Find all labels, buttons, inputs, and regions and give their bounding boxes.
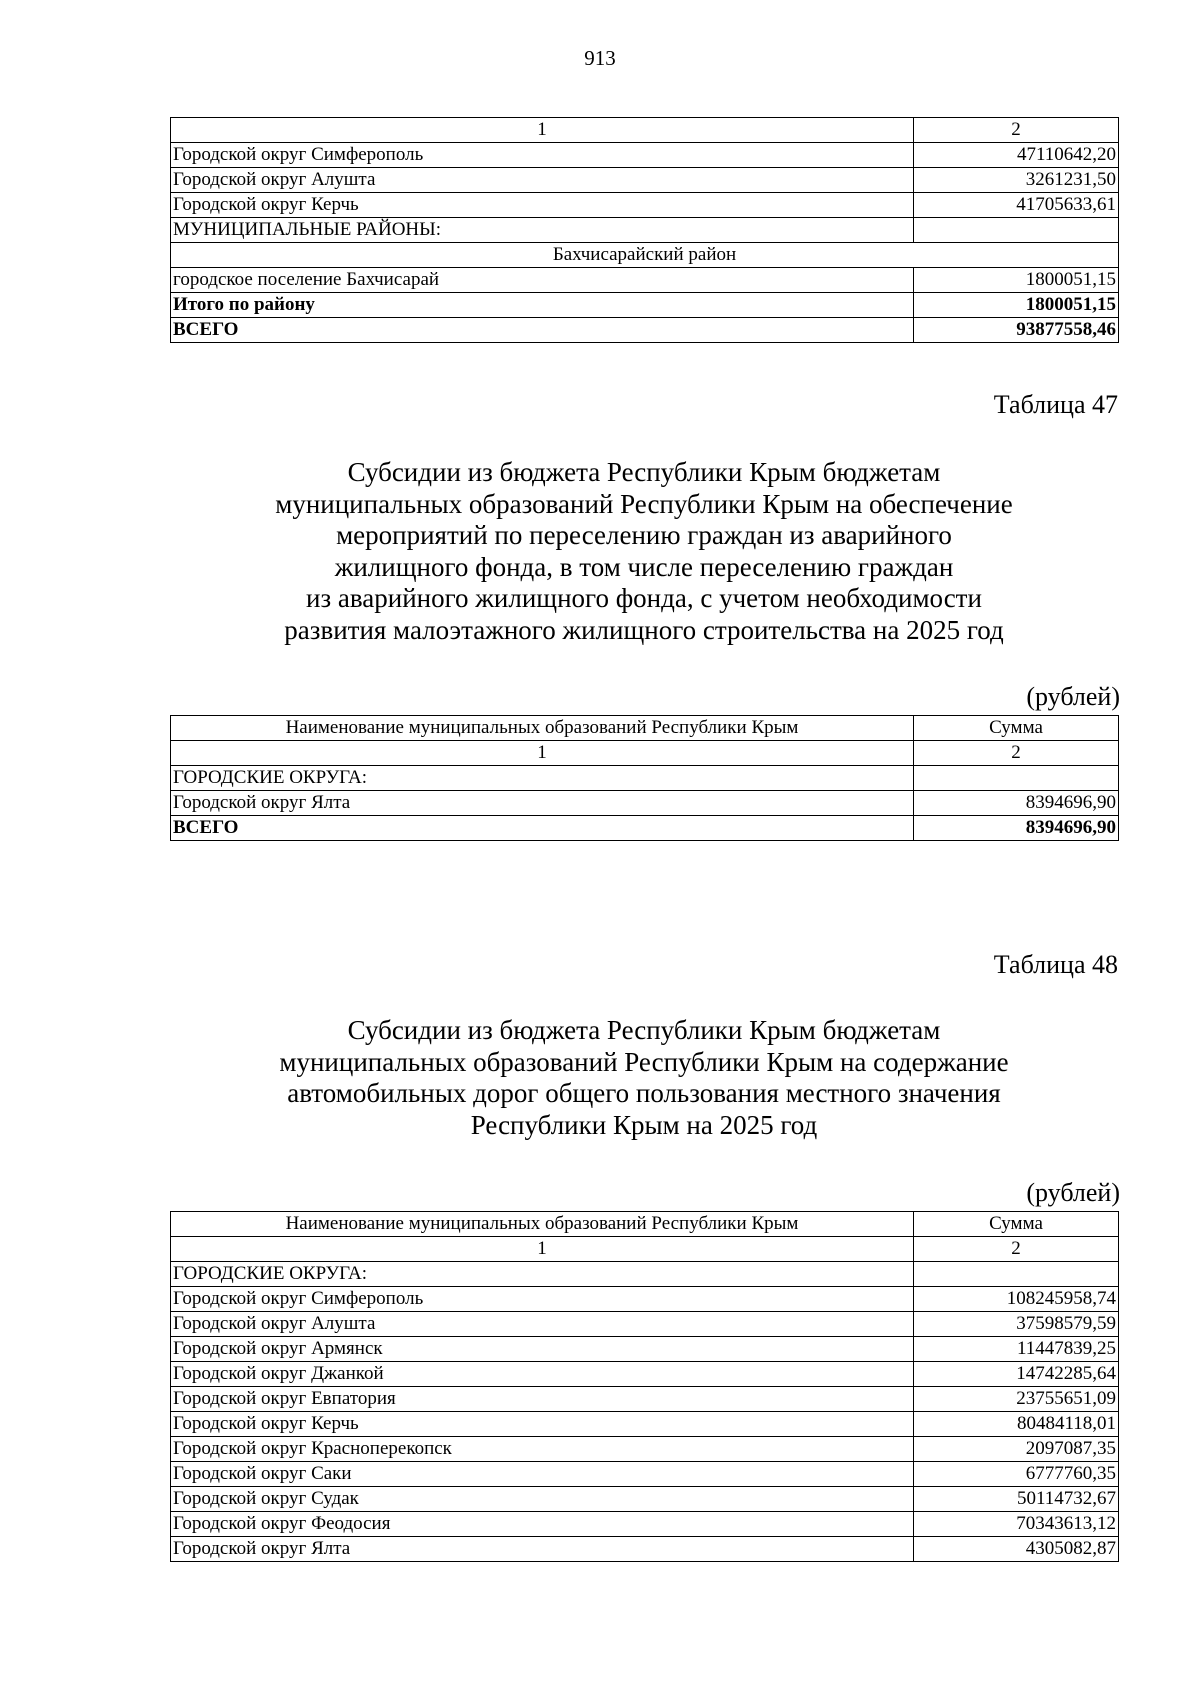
column-header-name: Наименование муниципальных образований Республики Крым bbox=[171, 716, 914, 741]
table-48 bbox=[170, 1211, 1119, 1562]
grand-total-value: 8394696,90 bbox=[914, 816, 1119, 841]
table-row bbox=[171, 1337, 1119, 1362]
row-name: Городской округ Евпатория bbox=[171, 1387, 914, 1412]
table-row bbox=[171, 168, 1119, 193]
row-value: 2097087,35 bbox=[914, 1437, 1119, 1462]
row-name: Городской округ Джанкой bbox=[171, 1362, 914, 1387]
row-name: Городской округ Керчь bbox=[171, 193, 914, 218]
title-line: развития малоэтажного жилищного строительства на 2025 год bbox=[284, 614, 1004, 645]
row-value: 23755651,09 bbox=[914, 1387, 1119, 1412]
table-row bbox=[171, 791, 1119, 816]
header-numbers-row bbox=[171, 741, 1119, 766]
row-value: 1800051,15 bbox=[914, 268, 1119, 293]
title-line: мероприятий по переселению граждан из аварийного bbox=[336, 520, 952, 550]
row-value: 11447839,25 bbox=[914, 1337, 1119, 1362]
table-row bbox=[171, 1287, 1119, 1312]
row-name: Городской округ Керчь bbox=[171, 1412, 914, 1437]
row-name: Городской округ Алушта bbox=[171, 1312, 914, 1337]
row-name: Городской округ Саки bbox=[171, 1462, 914, 1487]
grand-total-label: ВСЕГО bbox=[171, 318, 914, 343]
column-number-1: 1 bbox=[171, 1237, 914, 1262]
row-name: Городской округ Ялта bbox=[171, 1537, 914, 1562]
row-name: Городской округ Феодосия bbox=[171, 1512, 914, 1537]
grand-total-row bbox=[171, 816, 1119, 841]
column-header-name: Наименование муниципальных образований Республики Крым bbox=[171, 1212, 914, 1237]
table-prev bbox=[170, 117, 1119, 343]
title-line: Субсидии из бюджета Республики Крым бюджетам bbox=[347, 1015, 941, 1045]
empty-cell bbox=[914, 766, 1119, 791]
header-row bbox=[171, 1212, 1119, 1237]
row-name: Городской округ Армянск bbox=[171, 1337, 914, 1362]
row-value: 14742285,64 bbox=[914, 1362, 1119, 1387]
row-name: Городской округ Красноперекопск bbox=[171, 1437, 914, 1462]
column-number-1: 1 bbox=[171, 741, 914, 766]
table-48-unit: (рублей) bbox=[1026, 1178, 1120, 1207]
table-row bbox=[171, 1412, 1119, 1437]
district-total-value: 1800051,15 bbox=[914, 293, 1119, 318]
column-header-sum: Сумма bbox=[914, 716, 1119, 741]
column-number-2: 2 bbox=[914, 741, 1119, 766]
table-row bbox=[171, 143, 1119, 168]
row-value: 6777760,35 bbox=[914, 1462, 1119, 1487]
district-total-label: Итого по району bbox=[171, 293, 914, 318]
grand-total-row bbox=[171, 318, 1119, 343]
row-value: 47110642,20 bbox=[914, 143, 1119, 168]
column-number-1: 1 bbox=[171, 118, 914, 143]
row-name: Городской округ Алушта bbox=[171, 168, 914, 193]
title-line: Республики Крым на 2025 год bbox=[470, 1109, 818, 1140]
title-line: Субсидии из бюджета Республики Крым бюджетам bbox=[347, 457, 941, 487]
page-number: 913 bbox=[584, 46, 616, 70]
table-47-unit: (рублей) bbox=[1026, 682, 1120, 711]
section-label: ГОРОДСКИЕ ОКРУГА: bbox=[171, 1262, 914, 1287]
column-header-sum: Сумма bbox=[914, 1212, 1119, 1237]
table-row bbox=[171, 1437, 1119, 1462]
section-label: МУНИЦИПАЛЬНЫЕ РАЙОНЫ: bbox=[171, 218, 914, 243]
row-name: Городской округ Судак bbox=[171, 1487, 914, 1512]
empty-cell bbox=[914, 1262, 1119, 1287]
table-47 bbox=[170, 715, 1119, 841]
title-line: автомобильных дорог общего пользования местного значения bbox=[287, 1078, 1001, 1108]
title-line: муниципальных образований Республики Крым на содержание bbox=[279, 1046, 1009, 1077]
title-line: жилищного фонда, в том числе переселению граждан bbox=[334, 551, 954, 582]
row-name: Городской округ Ялта bbox=[171, 791, 914, 816]
district-heading-row bbox=[171, 243, 1119, 268]
column-number-2: 2 bbox=[914, 118, 1119, 143]
section-label: ГОРОДСКИЕ ОКРУГА: bbox=[171, 766, 914, 791]
header-row bbox=[171, 716, 1119, 741]
district-total-row bbox=[171, 293, 1119, 318]
row-value: 70343613,12 bbox=[914, 1512, 1119, 1537]
table-47-label: Таблица 47 bbox=[993, 390, 1118, 419]
row-value: 50114732,67 bbox=[914, 1487, 1119, 1512]
district-label: Бахчисарайский район bbox=[171, 243, 1119, 268]
title-line: муниципальных образований Республики Крым на обеспечение bbox=[275, 488, 1013, 519]
table-row bbox=[171, 1512, 1119, 1537]
table-row bbox=[171, 1537, 1119, 1562]
row-value: 108245958,74 bbox=[914, 1287, 1119, 1312]
grand-total-value: 93877558,46 bbox=[914, 318, 1119, 343]
column-number-2: 2 bbox=[914, 1237, 1119, 1262]
row-value: 37598579,59 bbox=[914, 1312, 1119, 1337]
title-line: из аварийного жилищного фонда, с учетом необходимости bbox=[306, 583, 982, 613]
table-row bbox=[171, 1487, 1119, 1512]
row-value: 4305082,87 bbox=[914, 1537, 1119, 1562]
table-row bbox=[171, 1312, 1119, 1337]
table-row bbox=[171, 193, 1119, 218]
header-numbers-row bbox=[171, 118, 1119, 143]
table-47-title bbox=[170, 457, 1118, 646]
table-row bbox=[171, 1362, 1119, 1387]
header-numbers-row bbox=[171, 1237, 1119, 1262]
table-row bbox=[171, 268, 1119, 293]
row-name: Городской округ Симферополь bbox=[171, 143, 914, 168]
table-row bbox=[171, 1387, 1119, 1412]
table-48-label: Таблица 48 bbox=[993, 950, 1118, 979]
section-row bbox=[171, 1262, 1119, 1287]
row-value: 8394696,90 bbox=[914, 791, 1119, 816]
grand-total-label: ВСЕГО bbox=[171, 816, 914, 841]
row-value: 41705633,61 bbox=[914, 193, 1119, 218]
section-row bbox=[171, 218, 1119, 243]
section-row bbox=[171, 766, 1119, 791]
table-48-title bbox=[170, 1015, 1118, 1141]
empty-cell bbox=[914, 218, 1119, 243]
table-row bbox=[171, 1462, 1119, 1487]
row-name: городское поселение Бахчисарай bbox=[171, 268, 914, 293]
row-value: 3261231,50 bbox=[914, 168, 1119, 193]
row-value: 80484118,01 bbox=[914, 1412, 1119, 1437]
row-name: Городской округ Симферополь bbox=[171, 1287, 914, 1312]
